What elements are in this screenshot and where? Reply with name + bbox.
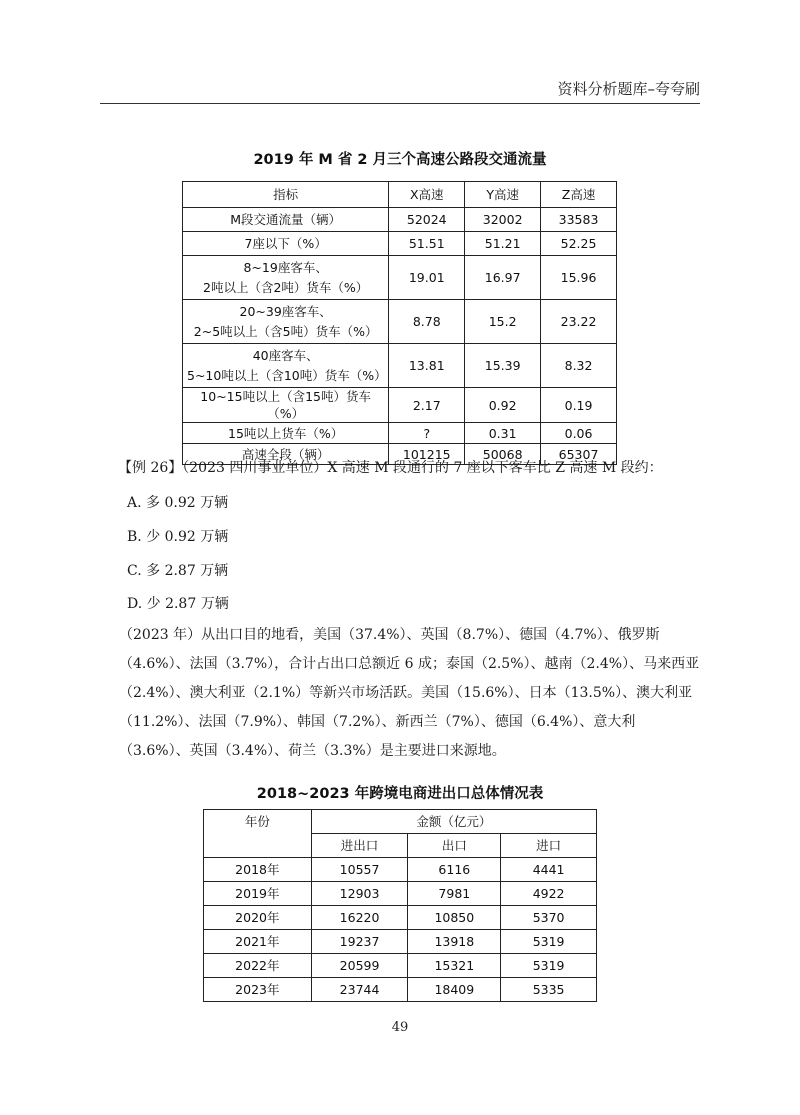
- table1-header-row: [183, 182, 617, 208]
- table-row: [204, 858, 597, 882]
- row-label: [183, 388, 389, 423]
- table-cell: 8.78: [389, 300, 465, 344]
- table-row: [204, 954, 597, 978]
- row-label-line: 10~15吨以上（含15吨）货车（%）: [200, 389, 371, 421]
- subheader-cell: 进口: [501, 834, 597, 858]
- table-cell: 0.31: [465, 423, 541, 444]
- table-cell: 52024: [389, 208, 465, 232]
- row-label: [183, 232, 389, 256]
- table-cell: 0.19: [541, 388, 617, 423]
- table-cell: 2.17: [389, 388, 465, 423]
- table-cell: 15.2: [465, 300, 541, 344]
- table-cell: 10850: [408, 906, 501, 930]
- table-cell: 101215: [389, 444, 465, 465]
- year-cell: 2021年: [204, 930, 312, 954]
- table-row: [183, 232, 617, 256]
- table-cell: 23744: [311, 978, 408, 1002]
- table-cell: 16220: [311, 906, 408, 930]
- year-cell: 2020年: [204, 906, 312, 930]
- table-cell: 5319: [501, 930, 597, 954]
- table-cell: 33583: [541, 208, 617, 232]
- row-label-line: 5~10吨以上（含10吨）货车（%）: [187, 367, 387, 383]
- row-label: [183, 423, 389, 444]
- table1-header-cell: Z高速: [541, 182, 617, 208]
- table-row: [183, 208, 617, 232]
- row-label-line: 高速全段（辆）: [241, 446, 330, 462]
- page-number: 49: [391, 1020, 409, 1035]
- body-paragraph: （2023 年）从出口目的地看，美国（37.4%）、英国（8.7%）、德国（4.7%）、俄罗斯（4.6%）、法国（3.7%），合计占出口总额近 6 成；泰国（2.5%）、越南（2.4%）、马来西亚（2.4%）、澳大利亚（2.1%）等新兴市场活跃。美国（15.6%）、日本（13.5%）、澳大利亚（11.2%）、法国（7.9%）、韩国（7.2%）、新西兰（7%）、德国（6.4%）、意大利（3.6%）、英国（3.4%）、荷兰（3.3%）是主要进口来源地。: [119, 627, 700, 759]
- table-cell: 19237: [311, 930, 408, 954]
- row-label-line: 40座客车、: [252, 347, 319, 363]
- row-label-line: 8~19座客车、: [243, 259, 328, 275]
- table-cell: 20599: [311, 954, 408, 978]
- option-b: B. 少 0.92 万辆: [127, 529, 229, 545]
- cross-border-ecommerce-table: [203, 809, 597, 1002]
- option-a: A. 多 0.92 万辆: [127, 495, 229, 511]
- table-row: [204, 978, 597, 1002]
- table-cell: 8.32: [541, 344, 617, 388]
- table-cell: 15321: [408, 954, 501, 978]
- subheader-cell: 出口: [408, 834, 501, 858]
- row-label: [183, 208, 389, 232]
- year-cell: 2019年: [204, 882, 312, 906]
- table-cell: 5319: [501, 954, 597, 978]
- table-cell: 10557: [311, 858, 408, 882]
- table1-title: 2019 年 M 省 2 月三个高速公路段交通流量: [253, 152, 547, 168]
- table-cell: 4441: [501, 858, 597, 882]
- table-row: [183, 423, 617, 444]
- year-header: 年份: [204, 810, 312, 858]
- row-label-line: 15吨以上货车（%）: [228, 425, 344, 441]
- table-cell: 65307: [541, 444, 617, 465]
- table-cell: 0.92: [465, 388, 541, 423]
- table-cell: 19.01: [389, 256, 465, 300]
- table-row: [183, 344, 617, 388]
- table-cell: 51.51: [389, 232, 465, 256]
- table-cell: 5370: [501, 906, 597, 930]
- row-label-line: 20~39座客车、: [239, 303, 332, 319]
- table-row: [183, 388, 617, 423]
- row-label: [183, 256, 389, 300]
- table-row: [204, 906, 597, 930]
- table1-header-cell: Y高速: [465, 182, 541, 208]
- table-cell: 32002: [465, 208, 541, 232]
- year-cell: 2023年: [204, 978, 312, 1002]
- table2-title: 2018~2023 年跨境电商进出口总体情况表: [256, 786, 544, 802]
- table-cell: 12903: [311, 882, 408, 906]
- traffic-flow-table: [182, 181, 617, 465]
- year-cell: 2018年: [204, 858, 312, 882]
- table-cell: 18409: [408, 978, 501, 1002]
- header-rule: [100, 103, 700, 104]
- row-label: [183, 300, 389, 344]
- row-label-line: 7座以下（%）: [244, 236, 327, 251]
- option-d: D. 少 2.87 万辆: [127, 596, 229, 612]
- question-stem: 【例 26】（2023 四川事业单位）X 高速 M 段通行的 7 座以下客车比 Z 高速 M 段约：: [118, 460, 663, 476]
- amount-header: 金额（亿元）: [311, 810, 596, 834]
- table-cell: 16.97: [465, 256, 541, 300]
- table1-header-cell: 指标: [183, 182, 389, 208]
- table-row: [204, 930, 597, 954]
- table-cell: 15.39: [465, 344, 541, 388]
- table1-header-cell: X高速: [389, 182, 465, 208]
- table-cell: 13.81: [389, 344, 465, 388]
- table-cell: 13918: [408, 930, 501, 954]
- table-cell: 50068: [465, 444, 541, 465]
- table-cell: 23.22: [541, 300, 617, 344]
- table-cell: 5335: [501, 978, 597, 1002]
- row-label-line: M段交通流量（辆）: [230, 212, 342, 227]
- table-cell: 0.06: [541, 423, 617, 444]
- table-cell: 51.21: [465, 232, 541, 256]
- row-label-line: 2~5吨以上（含5吨）货车（%）: [193, 323, 378, 339]
- row-label-line: 2吨以上（含2吨）货车（%）: [203, 279, 369, 295]
- subheader-cell: 进出口: [311, 834, 408, 858]
- table-row: [183, 256, 617, 300]
- table-cell: ?: [389, 423, 465, 444]
- year-cell: 2022年: [204, 954, 312, 978]
- table-cell: 4922: [501, 882, 597, 906]
- table-cell: 52.25: [541, 232, 617, 256]
- table-row: [183, 300, 617, 344]
- option-c: C. 多 2.87 万辆: [127, 563, 229, 579]
- table-cell: 7981: [408, 882, 501, 906]
- running-header: 资料分析题库–夸夸刷: [557, 80, 700, 98]
- row-label: [183, 344, 389, 388]
- table2-header-row: [204, 810, 597, 834]
- table-row: [204, 882, 597, 906]
- table-cell: 15.96: [541, 256, 617, 300]
- table-cell: 6116: [408, 858, 501, 882]
